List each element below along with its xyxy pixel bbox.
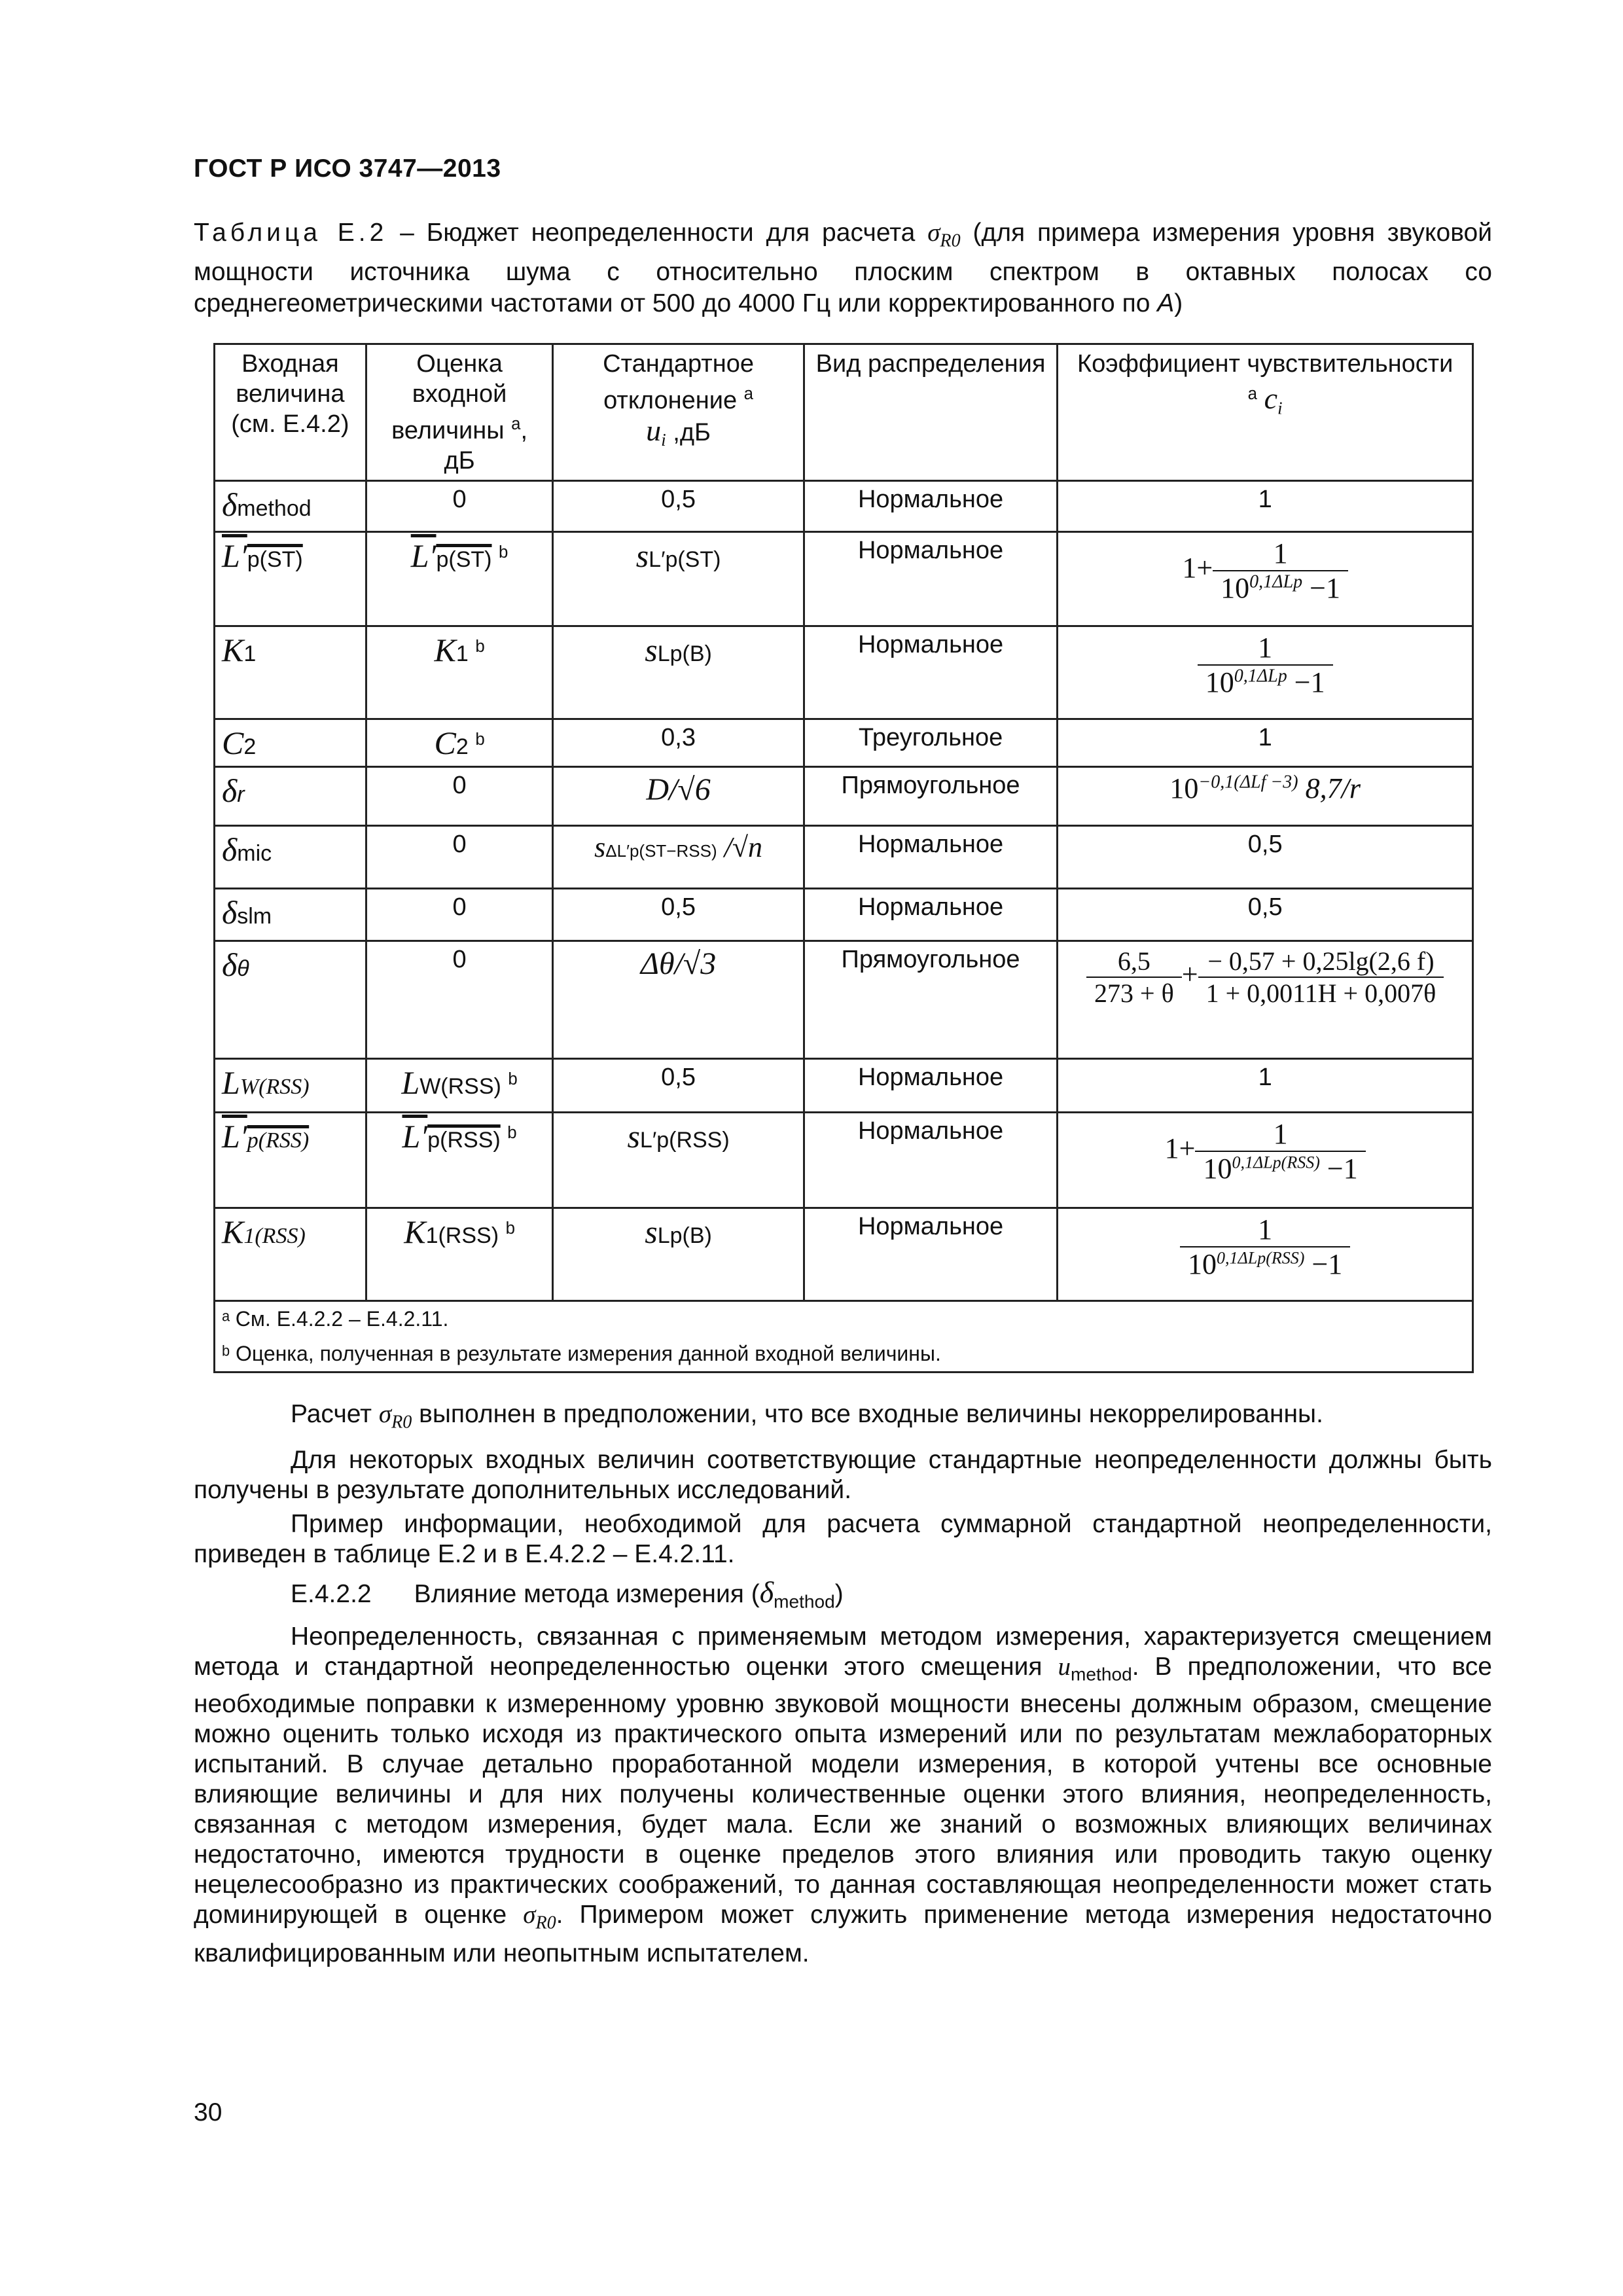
cell-estimate: C2 $^b$	[366, 719, 553, 767]
cell-input: δmic	[215, 826, 366, 889]
table-label: Таблица Е.2	[194, 219, 388, 247]
cell-coefficient: $\frac{1}{10^{0,1\Delta Lp} -1}$	[1058, 626, 1473, 719]
paragraph-2: Для некоторых входных величин соответствующие стандартные неопределенности должны быть получены в результате дополнительных исследований.	[194, 1446, 1492, 1504]
cell-input: K1	[215, 626, 366, 719]
cell-coefficient: 0,5	[1058, 826, 1473, 889]
cell-coefficient: 1+ $\frac{1}{10^{0,1\Delta Lp(RSS)} -1}$	[1058, 1113, 1473, 1208]
header-estimate: Оценка входной величины $^a$, дБ	[366, 344, 553, 481]
footnote-b: ᵇ Оценка, полученная в результате измерения данной входной величины.	[215, 1336, 1473, 1372]
paragraph-4: Неопределенность, связанная с применяемым методом измерения, характеризуется смещением метода и стандартной неопределенностью оценки этого смещения $u_{method}$. В предположении, что все необходимые поправки к измеренному уровню звуковой мощности внесены должным образом, смещение можно оценить только исходя из практического опыта измерений или по результатам межлабораторных испытаний. В случае детально проработанной модели измерения, в которой учтены все основные влияющие величины и для них получены количественные оценки этого влияния, неопределенность, связанная с методом измерения, будет мала. Если же знаний о возможных влияющих величинах недостаточно, имеются трудности в оценке пределов этого влияния или проводить такую оценку нецелесообразно из практических соображений, то данная составляющая неопределенности может стать доминирующей в оценке $\sigma_{R0}$. Примером может служить применение метода измерения недостаточно квалифицированным или неопытным испытателем.	[194, 1623, 1492, 1967]
table-row	[215, 626, 1473, 719]
footnote-a: ᵃ См. Е.4.2.2 – Е.4.2.11.	[215, 1301, 1473, 1337]
section-heading: Е.4.2.2 Влияние метода измерения $(\delta_{method})$	[291, 1575, 844, 1612]
caption-text-before: – Бюджет неопределенности для расчета	[387, 219, 928, 247]
cell-estimate: L′p(ST) $^b$	[366, 532, 553, 626]
cell-coefficient: $\frac{1}{10^{0,1\Delta Lp(RSS)} -1}$	[1058, 1208, 1473, 1301]
cell-coefficient: $10^{-0,1(\Delta Lf -3)}$ 8,7/r	[1058, 767, 1473, 826]
caption-text-after: (для примера измерения уровня звуковой мощности источника шума с относительно плоским спектром в октавных полосах со среднегеометрическими частотами от 500 до 4000 Гц или корректированного по	[194, 219, 1492, 318]
uncertainty-budget-table	[213, 343, 1474, 1373]
cell-estimate: L′p(RSS) $^b$	[366, 1113, 553, 1208]
cell-estimate: 0	[366, 767, 553, 826]
cell-input: C2	[215, 719, 366, 767]
cell-distribution: Нормальное	[804, 826, 1058, 889]
cell-distribution: Нормальное	[804, 532, 1058, 626]
table-row	[215, 481, 1473, 532]
caption-end: )	[1174, 289, 1183, 318]
cell-stddev: sL′p(RSS)	[553, 1113, 804, 1208]
table-row	[215, 1059, 1473, 1113]
cell-coefficient: 1	[1058, 1059, 1473, 1113]
cell-stddev: Δθ/√3	[553, 941, 804, 1059]
cell-stddev: sL′p(ST)	[553, 532, 804, 626]
cell-stddev: 0,5	[553, 481, 804, 532]
cell-coefficient: 1	[1058, 481, 1473, 532]
table-row	[215, 826, 1473, 889]
cell-stddev: D/√6	[553, 767, 804, 826]
cell-coefficient: 1	[1058, 719, 1473, 767]
cell-stddev: sLp(B)	[553, 1208, 804, 1301]
cell-input: δslm	[215, 889, 366, 941]
cell-input: L′p(ST)	[215, 532, 366, 626]
cell-stddev: 0,5	[553, 889, 804, 941]
cell-coefficient: 1+ $\frac{1}{10^{0,1\Delta Lp} -1}$	[1058, 532, 1473, 626]
cell-stddev: sLp(B)	[553, 626, 804, 719]
cell-distribution: Нормальное	[804, 889, 1058, 941]
paragraph-3: Пример информации, необходимой для расчета суммарной стандартной неопределенности, приведен в таблице Е.2 и в Е.4.2.2 – Е.4.2.11.	[194, 1510, 1492, 1568]
table-footnote-row	[215, 1301, 1473, 1337]
cell-estimate: LW(RSS) $^b$	[366, 1059, 553, 1113]
cell-distribution: Прямоугольное	[804, 767, 1058, 826]
caption-italic-a: А	[1157, 289, 1175, 318]
cell-distribution: Нормальное	[804, 1059, 1058, 1113]
cell-estimate: 0	[366, 481, 553, 532]
header-stddev: Стандартное отклонение $^a$ $u_i$ ,дБ	[553, 344, 804, 481]
header-distribution: Вид распределения	[804, 344, 1058, 481]
table-header-row	[215, 344, 1473, 481]
cell-input: δmethod	[215, 481, 366, 532]
cell-coefficient: $\frac{6,5}{273 + \theta}$ + $\frac{- 0,57 + 0,25\lg(2,6 f)}{1 + 0,0011H + 0,007\theta}$	[1058, 941, 1473, 1059]
cell-stddev: sΔL′p(ST−RSS) /√n	[553, 826, 804, 889]
cell-distribution: Нормальное	[804, 626, 1058, 719]
cell-input: δθ	[215, 941, 366, 1059]
table-row	[215, 941, 1473, 1059]
document-title: ГОСТ Р ИСО 3747—2013	[194, 154, 501, 183]
cell-input: LW(RSS)	[215, 1059, 366, 1113]
table-footnote-row	[215, 1336, 1473, 1372]
cell-stddev: 0,5	[553, 1059, 804, 1113]
table-row	[215, 1208, 1473, 1301]
cell-distribution: Нормальное	[804, 1208, 1058, 1301]
cell-input: δr	[215, 767, 366, 826]
cell-distribution: Треугольное	[804, 719, 1058, 767]
cell-estimate: 0	[366, 889, 553, 941]
header-input-quantity: Входная величина (см. Е.4.2)	[215, 344, 366, 481]
cell-input: K1(RSS)	[215, 1208, 366, 1301]
cell-coefficient: 0,5	[1058, 889, 1473, 941]
cell-estimate: K1 $^b$	[366, 626, 553, 719]
table-row	[215, 767, 1473, 826]
sigma-symbol: $\sigma_{R0}$	[927, 219, 961, 251]
table-row	[215, 532, 1473, 626]
table-row	[215, 889, 1473, 941]
cell-distribution: Нормальное	[804, 481, 1058, 532]
table-caption	[194, 217, 1492, 319]
cell-estimate: 0	[366, 941, 553, 1059]
section-number: Е.4.2.2	[291, 1580, 372, 1608]
cell-estimate: K1(RSS) $^b$	[366, 1208, 553, 1301]
paragraph-1: Расчет $\sigma_{R0}$ выполнен в предположении, что все входные величины некоррелированны.	[291, 1400, 1323, 1433]
table-row	[215, 1113, 1473, 1208]
cell-distribution: Прямоугольное	[804, 941, 1058, 1059]
header-sensitivity: Коэффициент чувствительности $^a$ $c_i$	[1058, 344, 1473, 481]
table-row	[215, 719, 1473, 767]
cell-input: L′p(RSS)	[215, 1113, 366, 1208]
cell-distribution: Нормальное	[804, 1113, 1058, 1208]
cell-estimate: 0	[366, 826, 553, 889]
cell-stddev: 0,3	[553, 719, 804, 767]
page-number: 30	[194, 2098, 223, 2126]
